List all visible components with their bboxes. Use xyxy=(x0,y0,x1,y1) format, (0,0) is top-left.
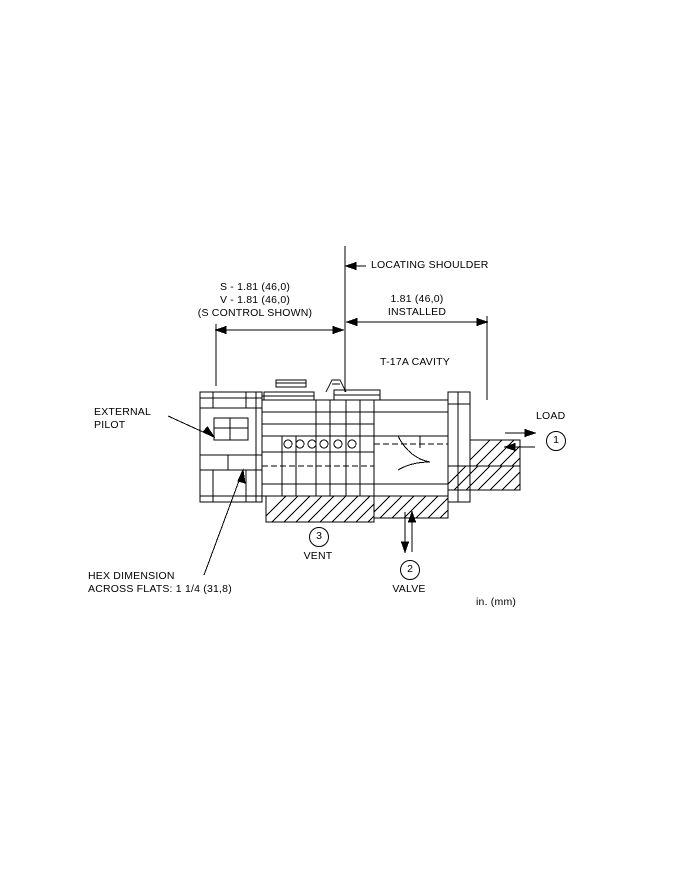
cartridge-barrel xyxy=(262,400,374,496)
control-shown-note: (S CONTROL SHOWN) xyxy=(197,307,313,319)
dim-v-control-label: V - 1.81 (46,0) xyxy=(219,294,291,306)
installed-note: INSTALLED xyxy=(387,306,447,318)
valve-label: VALVE xyxy=(392,583,426,595)
units-note: in. (mm) xyxy=(476,596,517,608)
nose-section xyxy=(374,392,470,502)
cavity-label: T-17A CAVITY xyxy=(380,356,450,368)
load-label: LOAD xyxy=(536,410,566,422)
external-pilot-label-line1: EXTERNAL xyxy=(94,406,152,418)
hex-dimension-label-line1: HEX DIMENSION xyxy=(88,570,175,582)
port-number-3: 3 xyxy=(309,527,329,547)
port-number-1: 1 xyxy=(546,431,566,451)
hex-dimension-label-line2: ACROSS FLATS: 1 1/4 (31,8) xyxy=(88,583,232,595)
external-pilot-label-line2: PILOT xyxy=(94,419,126,431)
external-pilot-leader xyxy=(168,416,214,437)
seal-detail-row xyxy=(284,440,356,448)
locating-shoulder-label: LOCATING SHOULDER xyxy=(371,259,489,271)
top-plate-detail xyxy=(262,380,380,400)
vent-label: VENT xyxy=(303,550,333,562)
overall-dimension-line xyxy=(216,324,343,386)
installed-dim-label: 1.81 (46,0) xyxy=(390,293,444,305)
port-number-2: 2 xyxy=(400,560,420,580)
hex-dimension-leader xyxy=(204,470,245,575)
hex-body-section xyxy=(200,392,262,502)
dim-s-control-label: S - 1.81 (46,0) xyxy=(219,281,291,293)
